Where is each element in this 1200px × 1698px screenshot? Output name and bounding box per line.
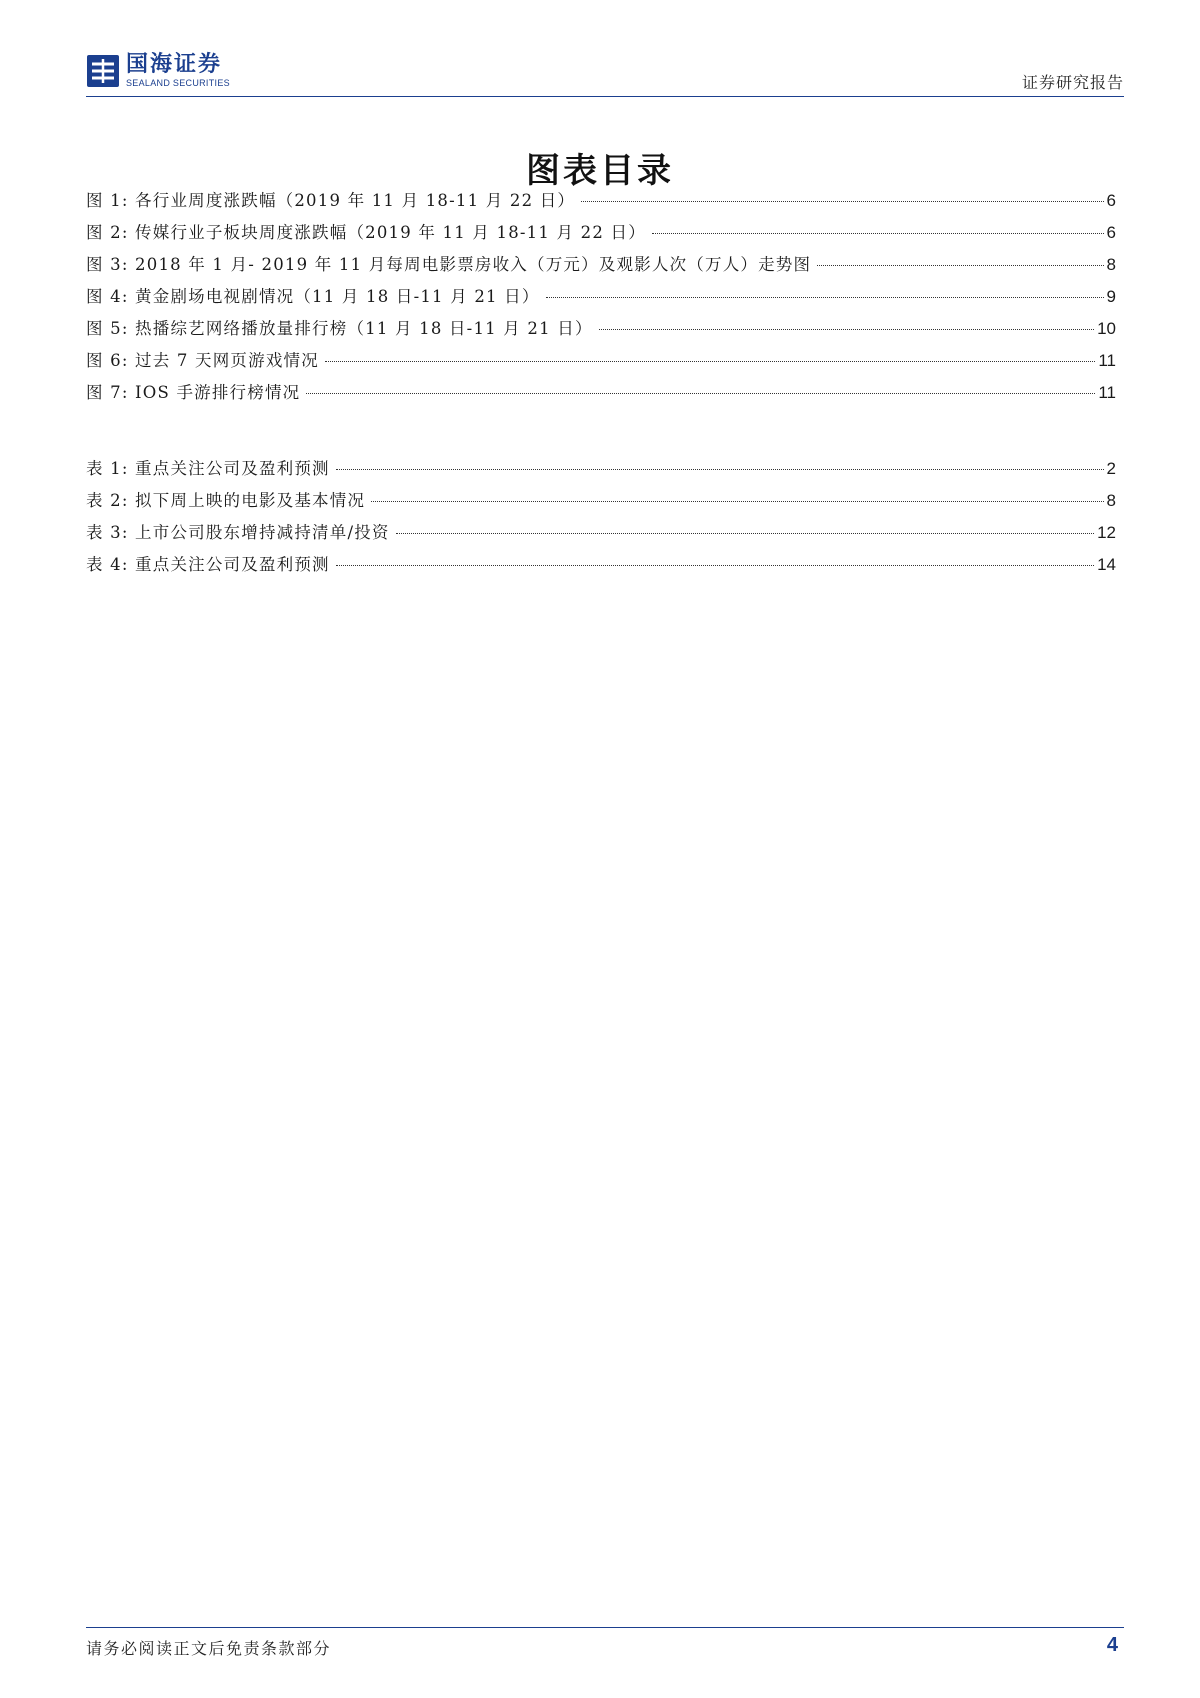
toc-entry-page: 10 bbox=[1097, 319, 1116, 338]
page-number: 4 bbox=[1106, 1634, 1118, 1656]
page-header bbox=[86, 54, 1124, 96]
logo-english-name: SEALAND SECURITIES bbox=[126, 78, 230, 88]
toc-title: 图表目录 bbox=[526, 151, 674, 191]
toc-figure-entry[interactable] bbox=[86, 283, 1116, 315]
toc-entry-page: 2 bbox=[1106, 459, 1116, 478]
toc-entry-page: 6 bbox=[1106, 191, 1116, 210]
toc-table-entry[interactable] bbox=[86, 519, 1116, 551]
dot-leader bbox=[581, 201, 1103, 202]
report-type-label: 证券研究报告 bbox=[1021, 73, 1124, 92]
sealand-logo-icon bbox=[86, 54, 120, 88]
toc-table-entry[interactable] bbox=[86, 455, 1116, 487]
dot-leader bbox=[817, 265, 1103, 266]
toc-entry-page: 6 bbox=[1106, 223, 1116, 242]
figure-list bbox=[86, 187, 1116, 411]
company-logo bbox=[86, 54, 230, 88]
toc-entry-label: 图 5: 热播综艺网络播放量排行榜（11 月 18 日-11 月 21 日） bbox=[86, 319, 593, 338]
toc-figure-entry[interactable] bbox=[86, 187, 1116, 219]
toc-entry-page: 8 bbox=[1106, 491, 1116, 510]
toc-entry-page: 12 bbox=[1097, 523, 1116, 542]
dot-leader bbox=[325, 361, 1095, 362]
toc-entry-label: 表 3: 上市公司股东增持减持清单/投资 bbox=[86, 523, 390, 542]
toc-figure-entry[interactable] bbox=[86, 251, 1116, 283]
dot-leader bbox=[546, 297, 1104, 298]
toc-entry-page: 11 bbox=[1098, 383, 1116, 402]
dot-leader bbox=[306, 393, 1095, 394]
dot-leader bbox=[371, 501, 1103, 502]
dot-leader bbox=[599, 329, 1094, 330]
dot-leader bbox=[396, 533, 1094, 534]
toc-entry-label: 图 6: 过去 7 天网页游戏情况 bbox=[86, 351, 319, 370]
footer-divider bbox=[86, 1627, 1124, 1628]
toc-figure-entry[interactable] bbox=[86, 219, 1116, 251]
disclaimer-note: 请务必阅读正文后免责条款部分 bbox=[86, 1639, 332, 1658]
toc-entry-label: 图 7: IOS 手游排行榜情况 bbox=[86, 383, 301, 402]
table-list bbox=[86, 455, 1116, 583]
toc-entry-label: 表 1: 重点关注公司及盈利预测 bbox=[86, 459, 330, 478]
toc-figure-entry[interactable] bbox=[86, 315, 1116, 347]
toc-entry-label: 表 4: 重点关注公司及盈利预测 bbox=[86, 555, 330, 574]
toc-table-entry[interactable] bbox=[86, 551, 1116, 583]
toc-entry-page: 9 bbox=[1106, 287, 1116, 306]
toc-entry-label: 图 2: 传媒行业子板块周度涨跌幅（2019 年 11 月 18-11 月 22 日） bbox=[86, 223, 646, 242]
header-divider bbox=[86, 96, 1124, 97]
toc-figure-entry[interactable] bbox=[86, 347, 1116, 379]
toc-entry-page: 8 bbox=[1106, 255, 1116, 274]
toc-entry-label: 表 2: 拟下周上映的电影及基本情况 bbox=[86, 491, 366, 510]
dot-leader bbox=[336, 565, 1094, 566]
toc-entry-label: 图 1: 各行业周度涨跌幅（2019 年 11 月 18-11 月 22 日） bbox=[86, 191, 576, 210]
toc-entry-page: 14 bbox=[1097, 555, 1116, 574]
toc-entry-label: 图 4: 黄金剧场电视剧情况（11 月 18 日-11 月 21 日） bbox=[86, 287, 540, 306]
toc-table-entry[interactable] bbox=[86, 487, 1116, 519]
toc-entry-label: 图 3: 2018 年 1 月- 2019 年 11 月每周电影票房收入（万元）及观影人次（万人）走势图 bbox=[86, 255, 812, 274]
dot-leader bbox=[652, 233, 1104, 234]
toc-figure-entry[interactable] bbox=[86, 379, 1116, 411]
dot-leader bbox=[336, 469, 1104, 470]
logo-chinese-name: 国海证券 bbox=[126, 52, 223, 77]
toc-entry-page: 11 bbox=[1098, 351, 1116, 370]
